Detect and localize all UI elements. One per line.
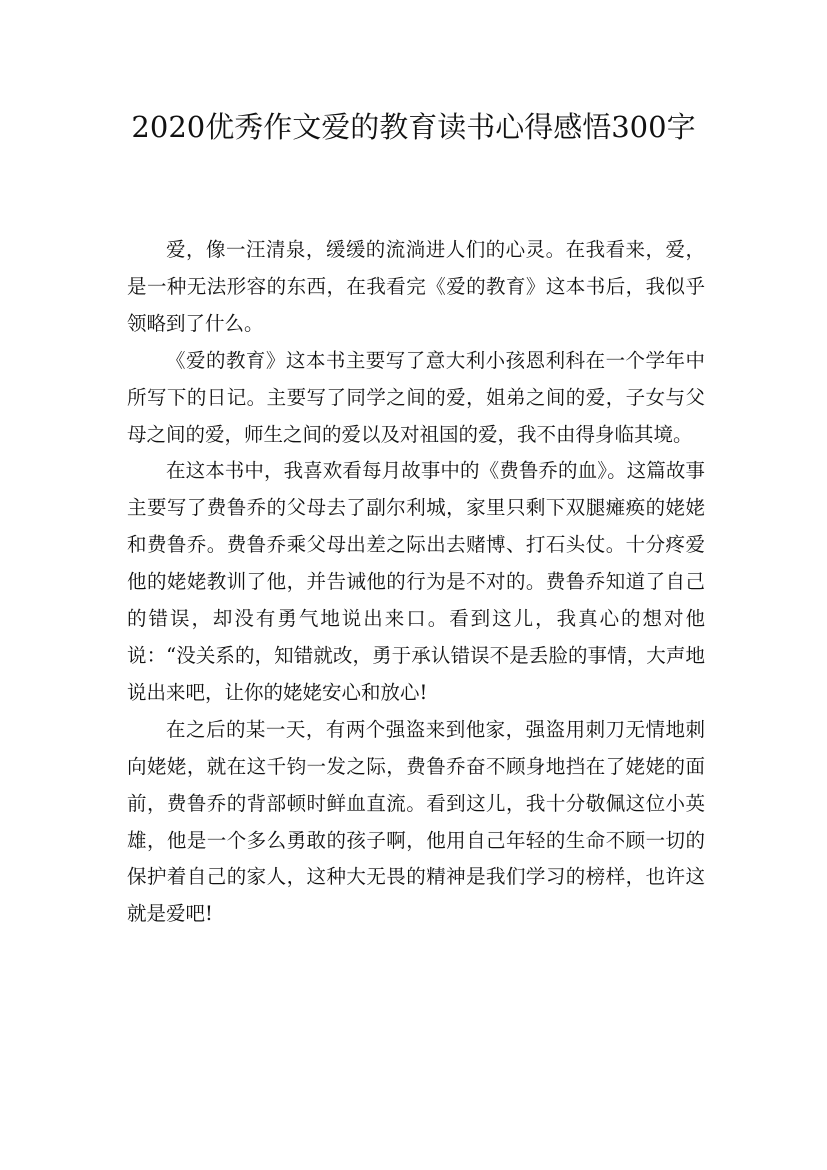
- paragraph: 在之后的某一天，有两个强盗来到他家，强盗用刺刀无情地刺向姥姥，就在这千钧一发之际，费鲁乔奋不顾身地挡在了姥姥的面前，费鲁乔的背部顿时鲜血直流。看到这儿，我十分敬佩这位小英雄，他是一个多么勇敢的孩子啊，他用自己年轻的生命不顾一切的保护着自己的家人，这种大无畏的精神是我们学习的榜样，也许这就是爱吧!: [127, 717, 705, 926]
- paragraph: 《爱的教育》这本书主要写了意大利小孩恩利科在一个学年中所写下的日记。主要写了同学之间的爱，姐弟之间的爱，子女与父母之间的爱，师生之间的爱以及对祖国的爱，我不由得身临其境。: [127, 348, 705, 446]
- document-body: [127, 232, 705, 933]
- document-title: 2020优秀作文爱的教育读书心得感悟300字: [131, 110, 696, 144]
- paragraph: 爱，像一汪清泉，缓缓的流淌进人们的心灵。在我看来，爱，是一种无法形容的东西，在我看完《爱的教育》这本书后，我似乎领略到了什么。: [127, 238, 705, 335]
- paragraph: 在这本书中，我喜欢看每月故事中的《费鲁乔的血》。这篇故事主要写了费鲁乔的父母去了副尔利城，家里只剩下双腿瘫痪的姥姥和费鲁乔。费鲁乔乘父母出差之际出去赌博、打石头仗。十分疼爱他的姥姥教训了他，并告诫他的行为是不对的。费鲁乔知道了自己的错误，却没有勇气地说出来口。看到这儿，我真心的想对他说：“没关系的，知错就改，勇于承认错误不是丢脸的事情，大声地说出来吧，让你的姥姥安心和放心!: [127, 459, 705, 704]
